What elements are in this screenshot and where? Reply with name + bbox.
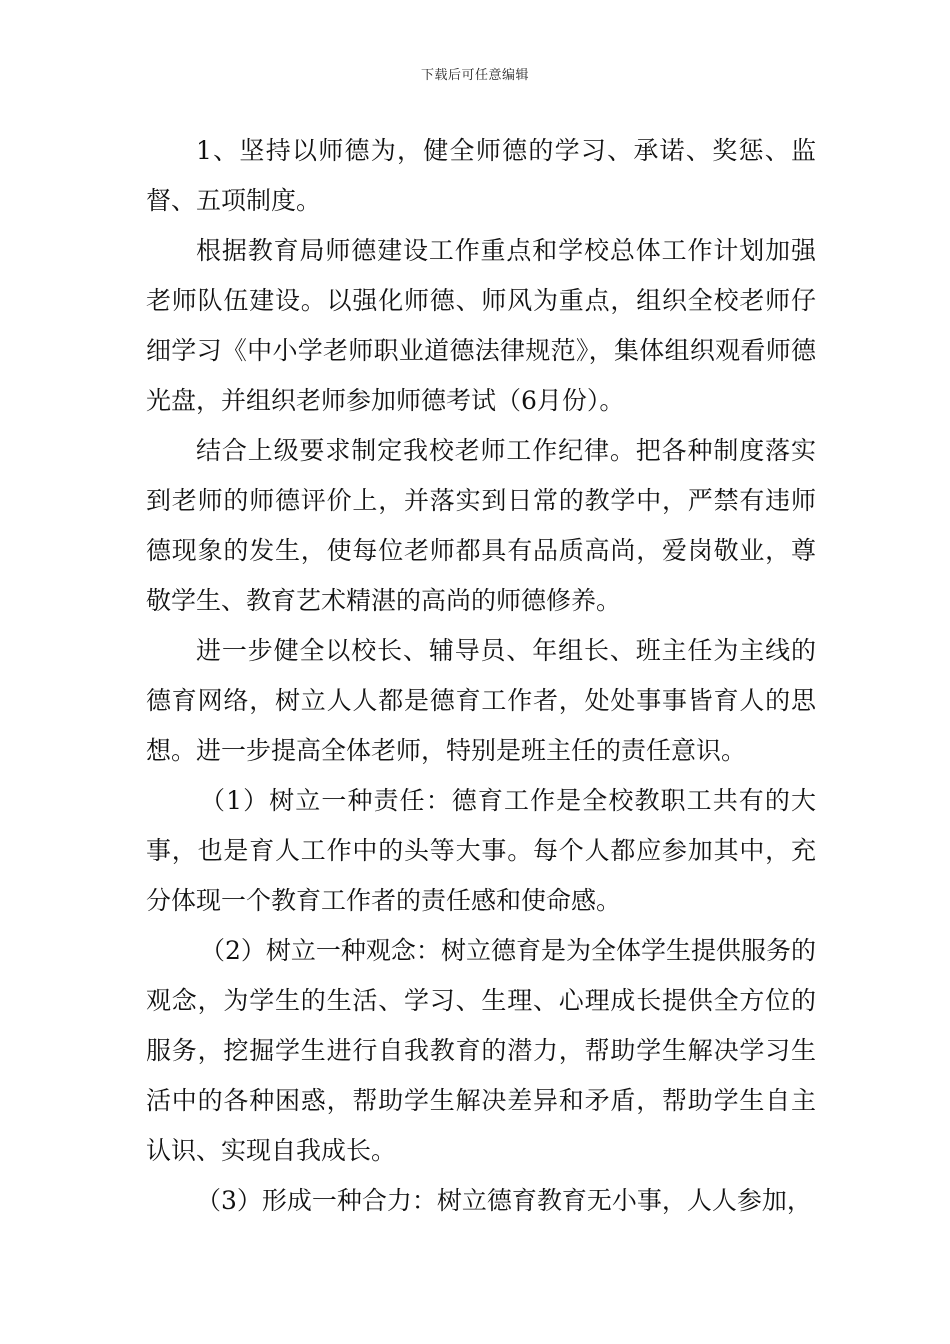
page-header: 下载后可任意编辑 xyxy=(420,68,529,83)
document-body xyxy=(146,126,816,1226)
paragraph-6: （2）树立一种观念：树立德育是为全体学生提供服务的观念，为学生的生活、学习、生理、心理成长提供全方位的服务，挖掘学生进行自我教育的潜力，帮助学生解决学习生活中的各种困惑，帮助学生解决差异和矛盾，帮助学生自主认识、实现自我成长。 xyxy=(146,936,816,1165)
paragraph-4: 进一步健全以校长、辅导员、年组长、班主任为主线的德育网络，树立人人都是德育工作者，处处事事皆育人的思想。进一步提高全体老师，特别是班主任的责任意识。 xyxy=(146,636,816,765)
paragraph-2: 根据教育局师德建设工作重点和学校总体工作计划加强老师队伍建设。以强化师德、师风为重点，组织全校老师仔细学习《中小学老师职业道德法律规范》，集体组织观看师德光盘，并组织老师参加师德考试（6月份）。 xyxy=(146,236,816,415)
paragraph-7: （3）形成一种合力：树立德育教育无小事，人人参加， xyxy=(196,1186,812,1215)
paragraph-5: （1）树立一种责任：德育工作是全校教职工共有的大事，也是育人工作中的头等大事。每个人都应参加其中，充分体现一个教育工作者的责任感和使命感。 xyxy=(146,786,816,915)
paragraph-1: 1、坚持以师德为，健全师德的学习、承诺、奖惩、监督、五项制度。 xyxy=(146,136,816,215)
paragraph-3: 结合上级要求制定我校老师工作纪律。把各种制度落实到老师的师德评价上，并落实到日常的教学中，严禁有违师德现象的发生，使每位老师都具有品质高尚，爱岗敬业，尊敬学生、教育艺术精湛的高尚的师德修养。 xyxy=(146,436,816,615)
